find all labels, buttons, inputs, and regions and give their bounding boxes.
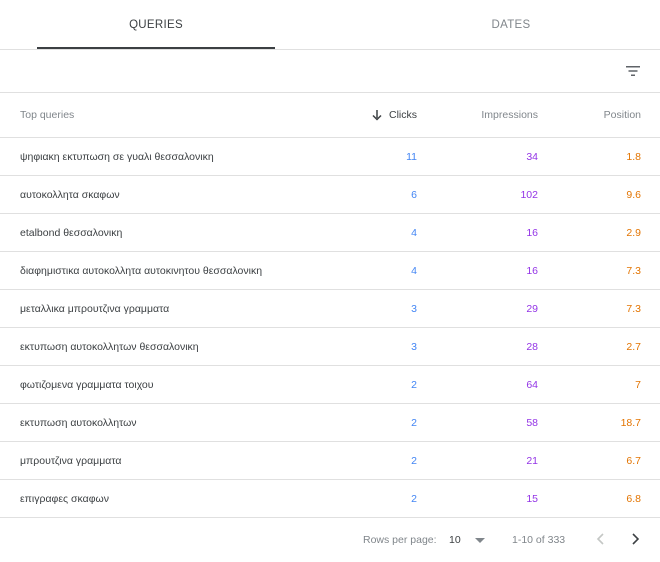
active-tab-indicator <box>37 47 275 49</box>
clicks-cell: 2 <box>411 378 417 391</box>
clicks-cell: 3 <box>411 302 417 315</box>
chevron-right-icon[interactable] <box>628 531 642 547</box>
position-cell: 6.7 <box>626 454 641 467</box>
query-cell: μπρουτζινα γραμματα <box>20 454 122 467</box>
impressions-cell: 16 <box>526 226 538 239</box>
table-row[interactable] <box>0 404 660 442</box>
pagination-bar <box>0 520 660 562</box>
clicks-cell: 6 <box>411 188 417 201</box>
position-cell: 1.8 <box>626 150 641 163</box>
tab-queries[interactable]: QUERIES <box>129 18 183 31</box>
query-cell: διαφημιστικα αυτοκολλητα αυτοκινητου θεσσαλονικη <box>20 264 263 277</box>
table-row[interactable] <box>0 252 660 290</box>
table-row[interactable] <box>0 328 660 366</box>
impressions-cell: 15 <box>526 492 538 505</box>
query-cell: επιγραφες σκαφων <box>20 492 109 505</box>
position-cell: 9.6 <box>626 188 641 201</box>
query-cell: φωτιζομενα γραμματα τοιχου <box>20 378 154 391</box>
position-cell: 18.7 <box>620 416 641 429</box>
table-row[interactable] <box>0 138 660 176</box>
impressions-cell: 102 <box>520 188 538 201</box>
impressions-cell: 34 <box>526 150 538 163</box>
table-row[interactable] <box>0 290 660 328</box>
column-header-query: Top queries <box>20 109 75 121</box>
impressions-cell: 64 <box>526 378 538 391</box>
table-row[interactable] <box>0 480 660 518</box>
impressions-cell: 16 <box>526 264 538 277</box>
clicks-cell: 2 <box>411 416 417 429</box>
rows-per-page-label: Rows per page: <box>363 534 437 546</box>
position-cell: 2.9 <box>626 226 641 239</box>
impressions-cell: 21 <box>526 454 538 467</box>
table-row[interactable] <box>0 176 660 214</box>
clicks-cell: 4 <box>411 226 417 239</box>
column-header-impressions[interactable]: Impressions <box>481 109 538 121</box>
table-row[interactable] <box>0 366 660 404</box>
impressions-cell: 28 <box>526 340 538 353</box>
rows-per-page-value: 10 <box>449 534 461 546</box>
column-header-clicks[interactable] <box>371 93 417 137</box>
clicks-cell: 2 <box>411 454 417 467</box>
filter-bar <box>0 50 660 93</box>
position-cell: 7.3 <box>626 302 641 315</box>
column-header-position[interactable]: Position <box>603 109 641 121</box>
position-cell: 2.7 <box>626 340 641 353</box>
query-cell: εκτυπωση αυτοκολλητων θεσσαλονικη <box>20 340 199 353</box>
query-cell: ψηφιακη εκτυπωση σε γυαλι θεσσαλονικη <box>20 150 214 163</box>
dropdown-arrow-icon <box>475 538 485 543</box>
impressions-cell: 29 <box>526 302 538 315</box>
rows-per-page-select[interactable] <box>449 530 485 550</box>
chevron-left-icon[interactable] <box>594 531 608 547</box>
position-cell: 7 <box>635 378 641 391</box>
query-cell: εκτυπωση αυτοκολλητων <box>20 416 137 429</box>
tab-dates[interactable]: DATES <box>491 18 531 31</box>
tab-bar <box>0 0 660 50</box>
clicks-cell: 4 <box>411 264 417 277</box>
page-range: 1-10 of 333 <box>512 534 566 546</box>
query-cell: μεταλλικα μπρουτζινα γραμματα <box>20 302 170 315</box>
impressions-cell: 58 <box>526 416 538 429</box>
query-cell: etalbond θεσσαλονικη <box>20 226 123 239</box>
arrow-down-icon <box>371 109 383 121</box>
clicks-cell: 11 <box>406 150 417 163</box>
position-cell: 7.3 <box>626 264 641 277</box>
clicks-cell: 2 <box>411 492 417 505</box>
table-header <box>0 93 660 138</box>
filter-icon[interactable] <box>624 62 642 80</box>
table-row[interactable] <box>0 214 660 252</box>
table-body <box>0 138 660 518</box>
query-cell: αυτοκολλητα σκαφων <box>20 188 120 201</box>
table-row[interactable] <box>0 442 660 480</box>
clicks-cell: 3 <box>411 340 417 353</box>
position-cell: 6.8 <box>626 492 641 505</box>
column-header-clicks-label: Clicks <box>389 109 417 121</box>
